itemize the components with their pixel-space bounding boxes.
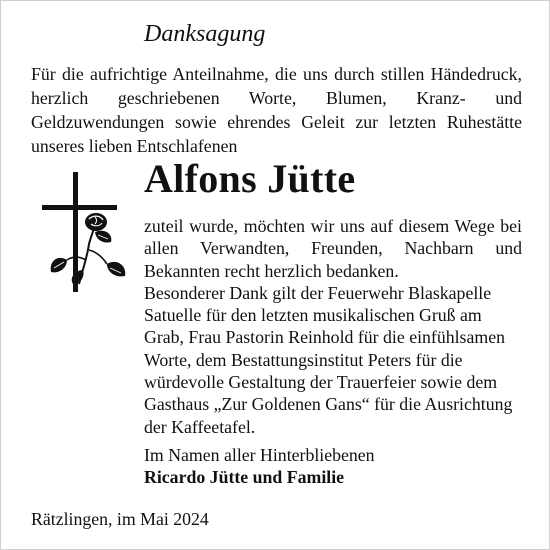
heading: Danksagung xyxy=(144,21,266,47)
deceased-name: Alfons Jütte xyxy=(144,156,356,201)
special-thanks-paragraph: Besonderer Dank gilt der Feuerwehr Blaskapelle Satuelle für den letzten musikalischen Gruß am Grab, Frau Pastorin Reinhold für die einfühlsamen Worte, dem Bestattungsinstitut Peters für die würdevolle Gestaltung der Trauerfeier sowie dem Gasthaus „Zur Goldenen Gans“ für die Ausrichtung der Kaffeetafel. xyxy=(144,282,513,437)
thanks-text xyxy=(144,215,522,438)
place-date: Rätzlingen, im Mai 2024 xyxy=(31,509,209,529)
signature-intro: Im Namen aller Hinterbliebenen xyxy=(144,445,375,465)
thanks-paragraph: zuteil wurde, möchten wir uns auf diesem Wege bei allen Verwandten, Freunden, Nachbarn und Bekannten recht herzlich bedanken. xyxy=(144,216,522,281)
cross-with-rose-icon xyxy=(39,172,129,292)
intro-text: Für die aufrichtige Anteilnahme, die uns durch stillen Händedruck, herzlich geschriebenen Worte, Blumen, Kranz- und Geldzuwendungen sowie ehrendes Geleit zur letzten Ruhestätte unseres lieben Entschlafenen xyxy=(31,64,522,156)
signature-name: Ricardo Jütte und Familie xyxy=(144,467,345,487)
